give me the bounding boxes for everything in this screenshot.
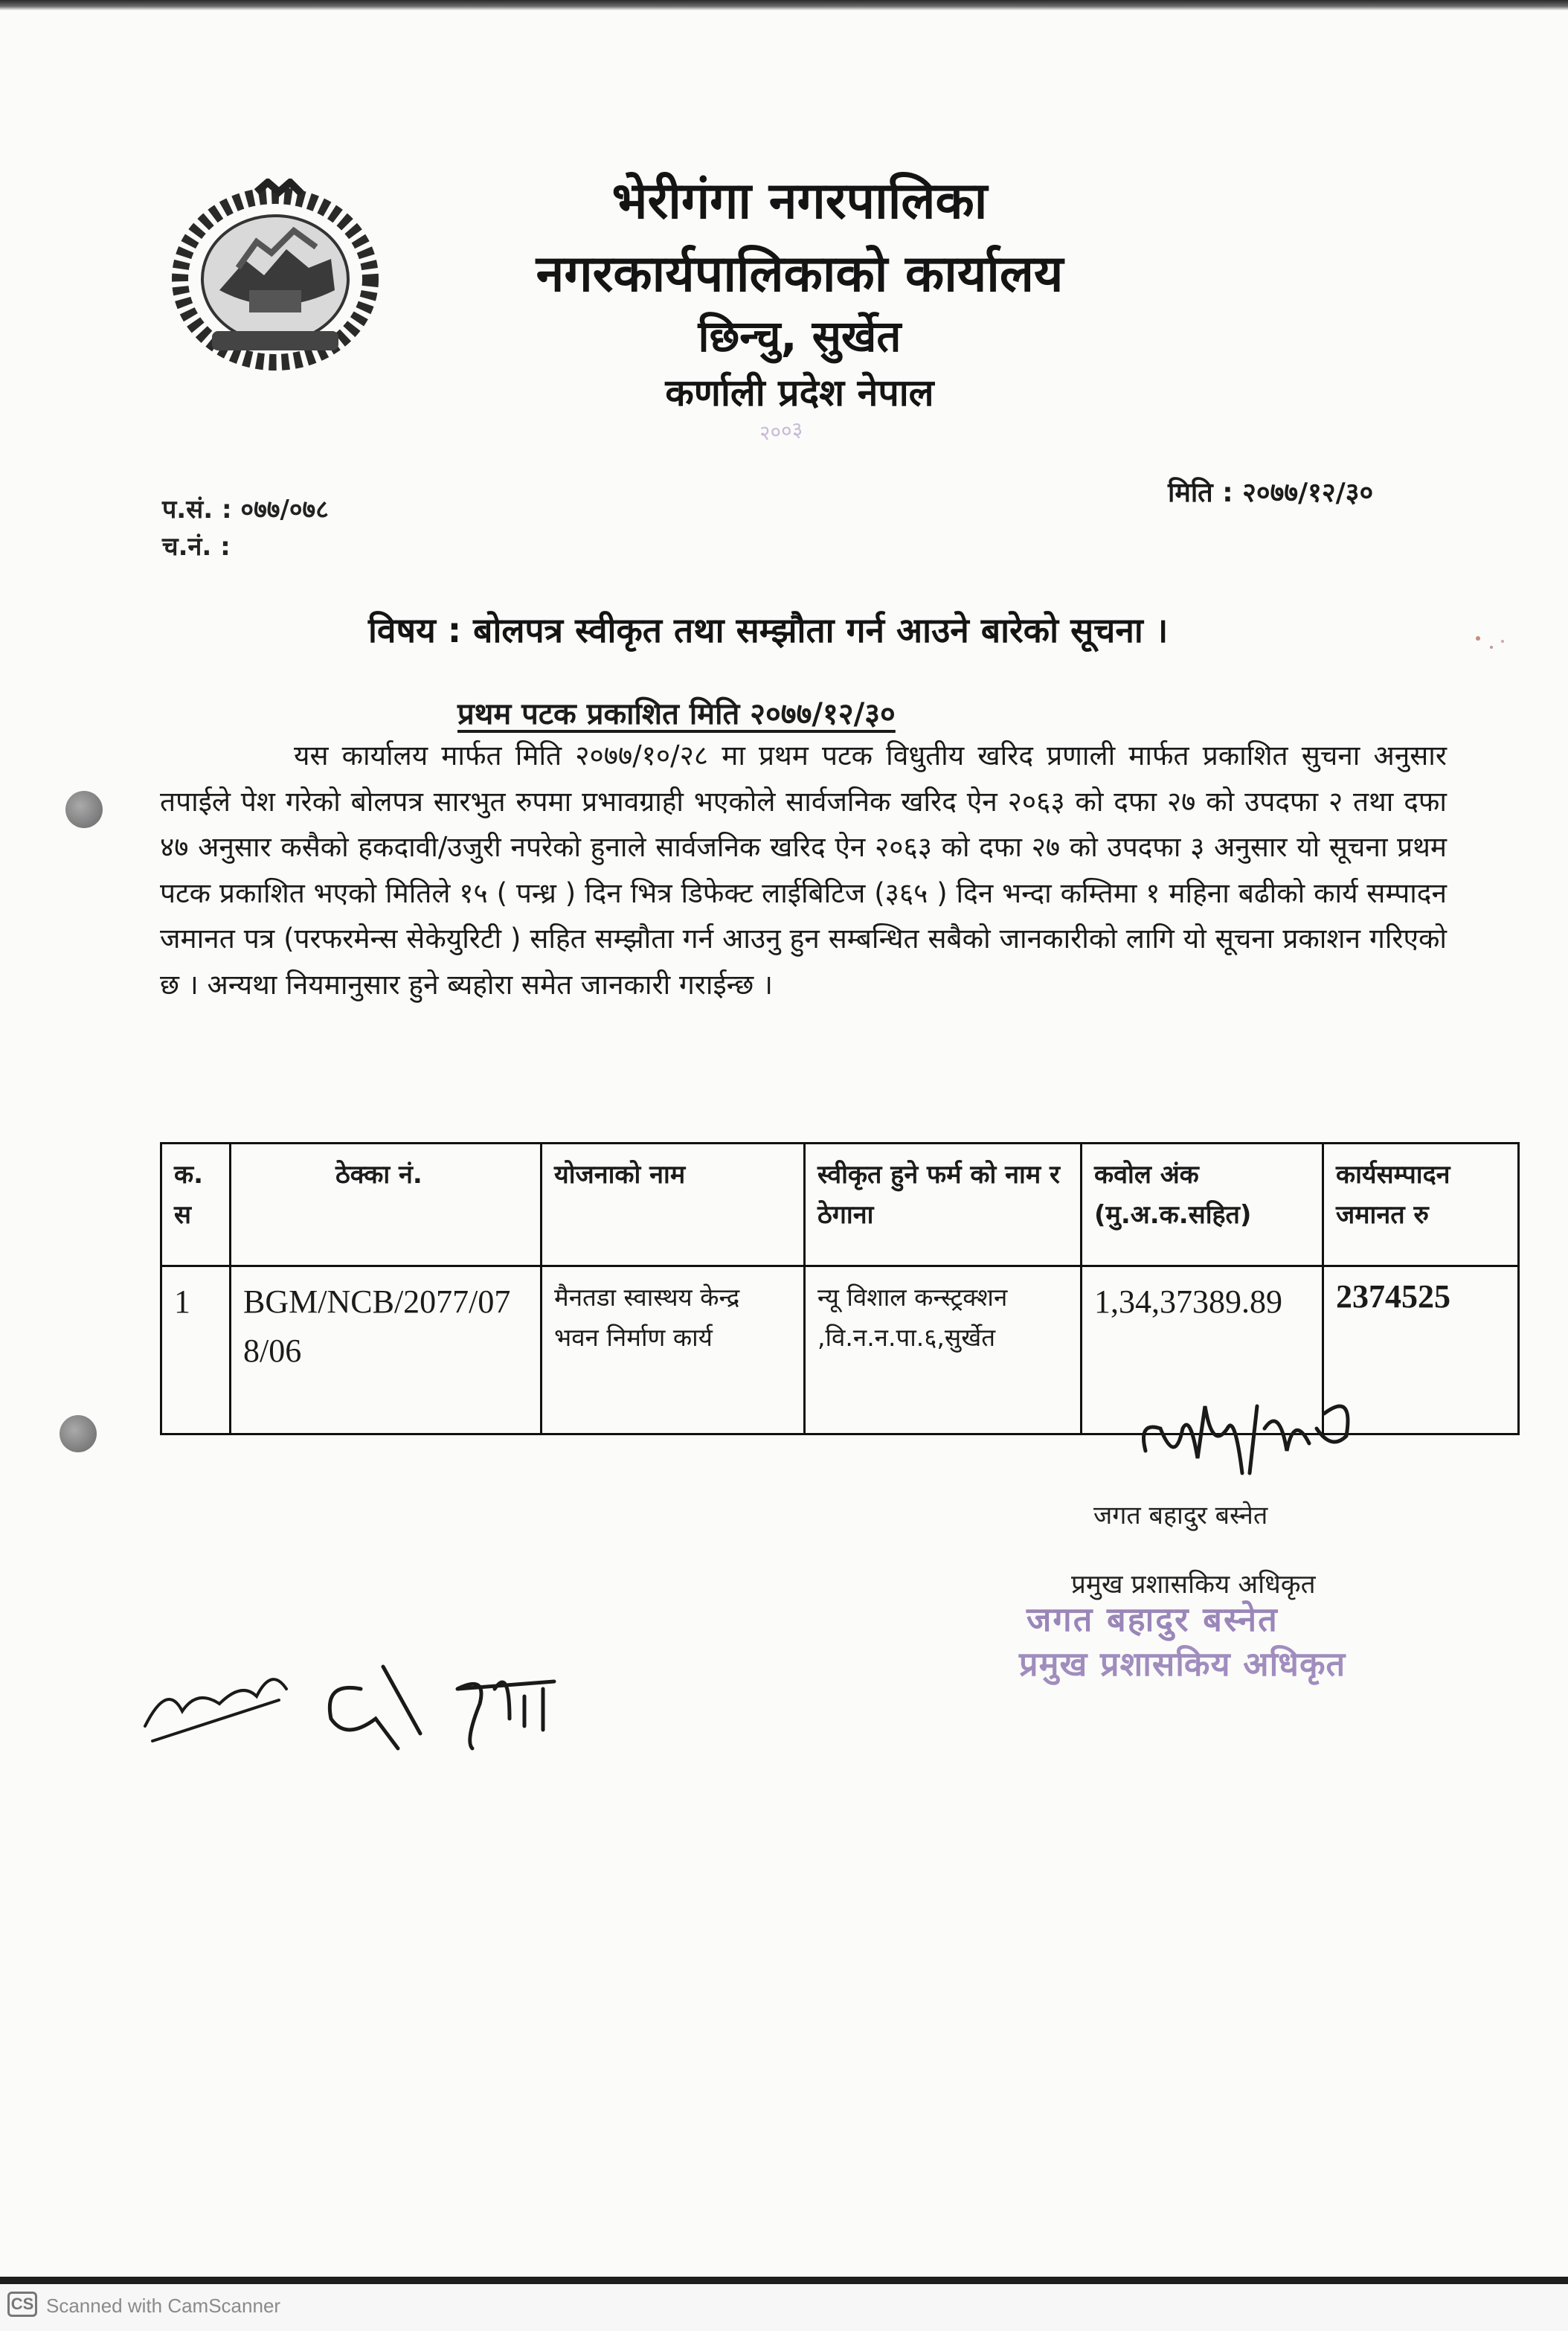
punch-hole [60,1415,97,1452]
punch-hole [65,791,103,828]
official-stamp-title: प्रमुख प्रशासकिय अधिकृत [1019,1644,1346,1684]
cell-firm: न्यू विशाल कन्स्ट्रक्शन ,वि.न.न.पा.६,सुर्खेत [805,1266,1082,1434]
cell-contract-no: BGM/NCB/2077/078/06 [231,1266,542,1434]
official-stamp-name: जगत बहादुर बस्नेत [1026,1600,1279,1639]
municipality-name: भेरीगंगा नगरपालिका [611,172,988,231]
witness-signatures-icon [138,1637,584,1771]
letter-date: मिति : २०७७/१२/३० [1168,478,1374,508]
signatory-name: जगत बहादुर बस्नेत [1093,1501,1268,1530]
col-header-guarantee: कार्यसम्पादन जमानत रु [1323,1144,1519,1266]
dispatch-number: च.नं. : [162,532,231,562]
first-published-date: प्रथम पटक प्रकाशित मिति २०७७/१२/३० [457,697,896,731]
col-header-bid-amount: कवोल अंक (मु.अ.क.सहित) [1082,1144,1323,1266]
faint-stamp: २००३ [758,417,804,446]
camscanner-logo: CS [7,2292,37,2317]
col-header-firm: स्वीकृत हुने फर्म को नाम र ठेगाना [805,1144,1082,1266]
nepal-emblem-icon [167,179,383,372]
cell-guarantee: 2374525 [1323,1266,1519,1434]
cell-project: मैनतडा स्वास्थय केन्द्र भवन निर्माण कार्य [542,1266,805,1434]
scanner-footer [0,2284,1568,2331]
scan-bottom-edge [0,2277,1568,2284]
col-header-contract-no: ठेक्का नं. [231,1144,542,1266]
scan-speck [1469,625,1514,662]
office-name: नगरकार्यपालिकाको कार्यालय [536,245,1064,304]
cell-sn: 1 [161,1266,231,1434]
cell-bid-amount: 1,34,37389.89 [1082,1266,1323,1434]
signatory-title: प्रमुख प्रशासकिय अधिकृत [1071,1570,1316,1600]
officer-signature-icon [1131,1384,1384,1488]
subject-line: विषय : बोलपत्र स्वीकृत तथा सम्झौता गर्न आउने बारेको सूचना । [368,610,1169,650]
camscanner-watermark: Scanned with CamScanner [46,2295,281,2317]
notice-body: यस कार्यालय मार्फत मिति २०७७/१०/२८ मा प्रथम पटक विधुतीय खरिद प्रणाली मार्फत प्रकाशित सुचना अनुसार तपाईले पेश गरेको बोलपत्र सारभुत रुपमा प्रभावग्राही भएकोले सार्वजनिक खरिद ऐन २०६३ को दफा २७ को उपदफा २ तथा दफा ४७ अनुसार कसैको हकदावी/उजुरी नपरेको हुनाले सार्वजनिक खरिद ऐन २०६३ को दफा २७ को उपदफा ३ अनुसार यो सूचना प्रथम पटक प्रकाशित भएको मितिले १५ ( पन्ध्र ) दिन भित्र डिफेक्ट लाईबिटिज (३६५ ) दिन भन्दा कम्तिमा १ महिना बढीको कार्य सम्पादन जमानत पत्र (परफरमेन्स सेकेयुरिटी ) सहित सम्झौता गर्न आउनु हुन सम्बन्धित सबैको जानकारीको लागि यो सूचना प्रकाशन गरिएको छ । अन्यथा नियमानुसार हुने ब्यहोरा समेत जानकारी गराईन्छ । [160,740,1447,1001]
scan-top-edge [0,0,1568,10]
col-header-sn: क. स [161,1144,231,1266]
col-header-project: योजनाको नाम [542,1144,805,1266]
letter-number: प.सं. : ०७७/०७८ [162,495,329,525]
province-country: कर्णाली प्रदेश नेपाल [665,371,934,414]
office-location: छिन्चु, सुर्खेत [698,311,902,362]
table-header-row [161,1144,1519,1266]
